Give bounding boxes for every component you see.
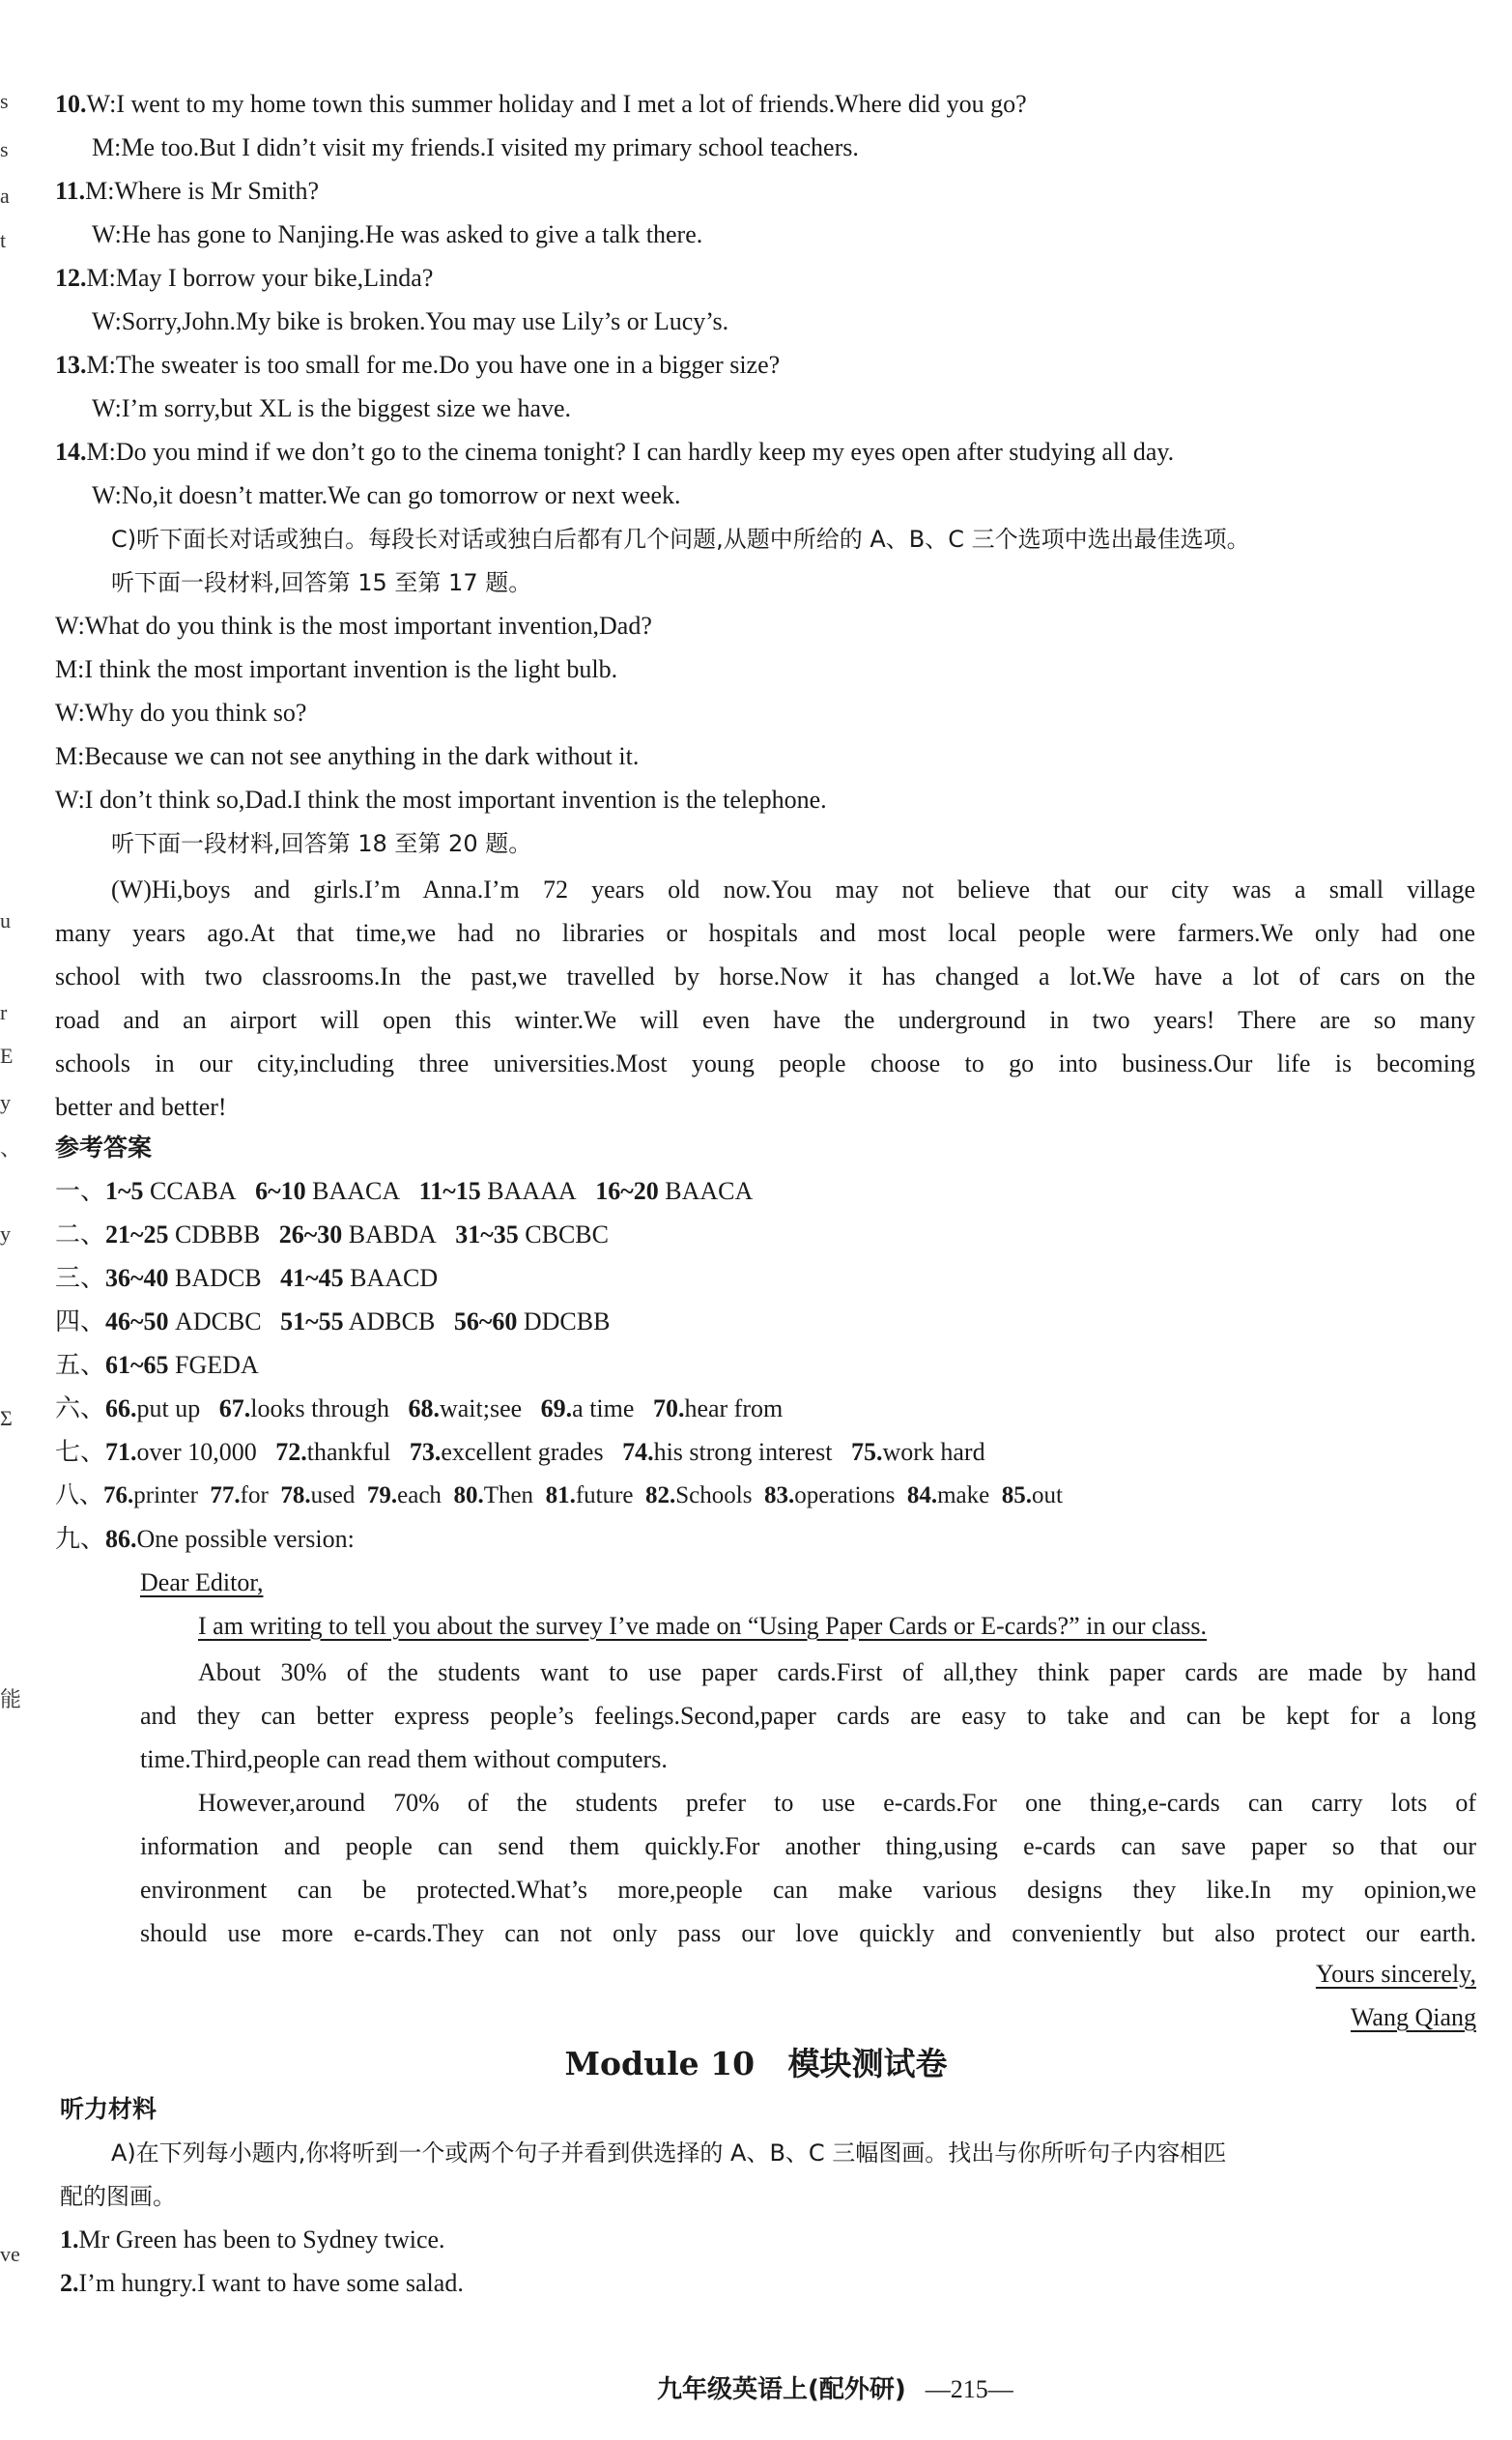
letter-greeting: Dear Editor, [140, 1568, 264, 1596]
dialogue-line: 10.W:I went to my home town this summer holiday and I met a lot of friends.Where did you go? [55, 90, 1027, 118]
letter-line: and they can better express people’s feelings.Second,paper cards are easy to take and can be kept for a long [140, 1702, 1476, 1730]
letter-line: About 30% of the students want to use paper cards.First of all,they think paper cards are made by hand [198, 1658, 1476, 1686]
letter-opening: I am writing to tell you about the survey I’ve made on “Using Paper Cards or E-cards?” in our class. [198, 1612, 1208, 1640]
answer-row: 三、36~40 BADCB 41~45 BAACD [55, 1264, 439, 1292]
monologue-line: better and better! [55, 1093, 227, 1121]
answer-row: 四、46~50 ADCBC 51~55 ADBCB 56~60 DDCBB [55, 1307, 611, 1335]
answer-row: 二、21~25 CDBBB 26~30 BABDA 31~35 CBCBC [55, 1220, 609, 1249]
book-title: 九年级英语上(配外研) [657, 2375, 906, 2404]
answer-row: 七、71.over 10,000 72.thankful 73.excellent grades 74.his strong interest 75.work hard [55, 1438, 985, 1466]
dialogue-line: W:Why do you think so? [55, 699, 307, 727]
answers-heading: 参考答案 [55, 1134, 153, 1162]
section-a-instruction: A)在下列每小题内,你将听到一个或两个句子并看到供选择的 A、B、C 三幅图画。找出与你所听句子内容相匹 [111, 2139, 1227, 2167]
passage-intro: 听下面一段材料,回答第 15 至第 17 题。 [111, 569, 532, 596]
letter-line: time.Third,people can read them without computers. [140, 1745, 668, 1773]
answer-row: 六、66.put up 67.looks through 68.wait;see 69.a time 70.hear from [55, 1394, 784, 1422]
dialogue-line: M:I think the most important invention is the light bulb. [55, 655, 618, 683]
dialogue-line: W:I don’t think so,Dad.I think the most important invention is the telephone. [55, 786, 827, 814]
module-item: 2.I’m hungry.I want to have some salad. [60, 2269, 464, 2297]
letter-line: environment can be protected.What’s more,people can make various designs they like.In my opinion,we [140, 1876, 1476, 1904]
monologue-line: (W)Hi,boys and girls.I’m Anna.I’m 72 years old now.You may not believe that our city was a small village [111, 876, 1475, 904]
page-footer [657, 2369, 1013, 2405]
dialogue-line: W:I’m sorry,but XL is the biggest size we have. [92, 394, 572, 422]
section-c-instruction: C)听下面长对话或独白。每段长对话或独白后都有几个问题,从题中所给的 A、B、C 三个选项中选出最佳选项。 [111, 526, 1250, 553]
monologue-line: schools in our city,including three universities.Most young people choose to go into business.Our life is becoming [55, 1049, 1475, 1077]
letter-signature: Wang Qiang [1350, 2003, 1476, 2031]
letter-paragraph [140, 1781, 1476, 1955]
answer-row: 一、1~5 CCABA 6~10 BAACA 11~15 BAAAA 16~20 BAACA [55, 1177, 754, 1205]
margin-fragment: Σ [0, 1406, 13, 1430]
dialogue-line: 14.M:Do you mind if we don’t go to the cinema tonight? I can hardly keep my eyes open after studying all day. [55, 438, 1175, 466]
margin-fragment: a [0, 184, 10, 208]
monologue-line: school with two classrooms.In the past,we travelled by horse.Now it has changed a lot.We have a lot of cars on the [55, 962, 1475, 990]
answer-row: 九、86.One possible version: [55, 1525, 355, 1553]
margin-fragment: r [0, 1000, 8, 1024]
margin-fragment: s [0, 89, 9, 113]
passage-intro: 听下面一段材料,回答第 18 至第 20 题。 [111, 830, 532, 857]
monologue-line: road and an airport will open this winter.We will even have the underground in two years! There are so many [55, 1006, 1475, 1034]
dialogue-line: W:He has gone to Nanjing.He was asked to give a talk there. [92, 220, 703, 248]
margin-fragment: y [0, 1090, 11, 1114]
monologue-line: many years ago.At that time,we had no libraries or hospitals and most local people were farmers.We only had one [55, 919, 1475, 947]
dialogue-line: 12.M:May I borrow your bike,Linda? [55, 264, 434, 292]
dialogue-line: M:Me too.But I didn’t visit my friends.I visited my primary school teachers. [92, 133, 859, 161]
margin-fragment: ve [0, 2242, 20, 2266]
letter-closing: Yours sincerely, [1315, 1960, 1476, 1988]
margin-fragment: t [0, 228, 7, 252]
module-title: Module 10 模块测试卷 [564, 2045, 948, 2082]
monologue-passage [55, 868, 1475, 1129]
dialogue-line: 13.M:The sweater is too small for me.Do you have one in a bigger size? [55, 351, 781, 379]
margin-fragment: E [0, 1044, 14, 1068]
dialogue-line: W:What do you think is the most important invention,Dad? [55, 612, 652, 640]
letter-line: should use more e-cards.They can not only pass our love quickly and conveniently but also protect our earth. [140, 1919, 1476, 1947]
dialogue-line: M:Because we can not see anything in the dark without it. [55, 742, 640, 770]
section-a-instruction: 配的图画。 [60, 2183, 176, 2210]
margin-fragment: 、 [0, 1136, 22, 1161]
dialogue-line: W:Sorry,John.My bike is broken.You may use Lily’s or Lucy’s. [92, 307, 729, 335]
dialogue-line: W:No,it doesn’t matter.We can go tomorrow or next week. [92, 481, 681, 509]
margin-fragment: s [0, 137, 9, 161]
margin-fragment: u [0, 908, 11, 933]
module-item: 1.Mr Green has been to Sydney twice. [60, 2225, 445, 2253]
letter-line: However,around 70% of the students prefer to use e-cards.For one thing,e-cards can carry lots of [198, 1789, 1476, 1817]
answer-row: 五、61~65 FGEDA [55, 1351, 259, 1379]
letter-paragraph [140, 1651, 1476, 1781]
page-number: —215— [925, 2375, 1013, 2403]
margin-fragment: y [0, 1221, 11, 1246]
answer-row: 八、76.printer 77.for 78.used 79.each 80.Then 81.future 82.Schools 83.operations 84.make 85.out [55, 1482, 1063, 1508]
listening-heading: 听力材料 [60, 2095, 157, 2123]
letter-line: information and people can send them quickly.For another thing,using e-cards can save paper so that our [140, 1832, 1476, 1860]
margin-fragment: 能 [0, 1687, 22, 1711]
dialogue-line: 11.M:Where is Mr Smith? [55, 177, 319, 205]
